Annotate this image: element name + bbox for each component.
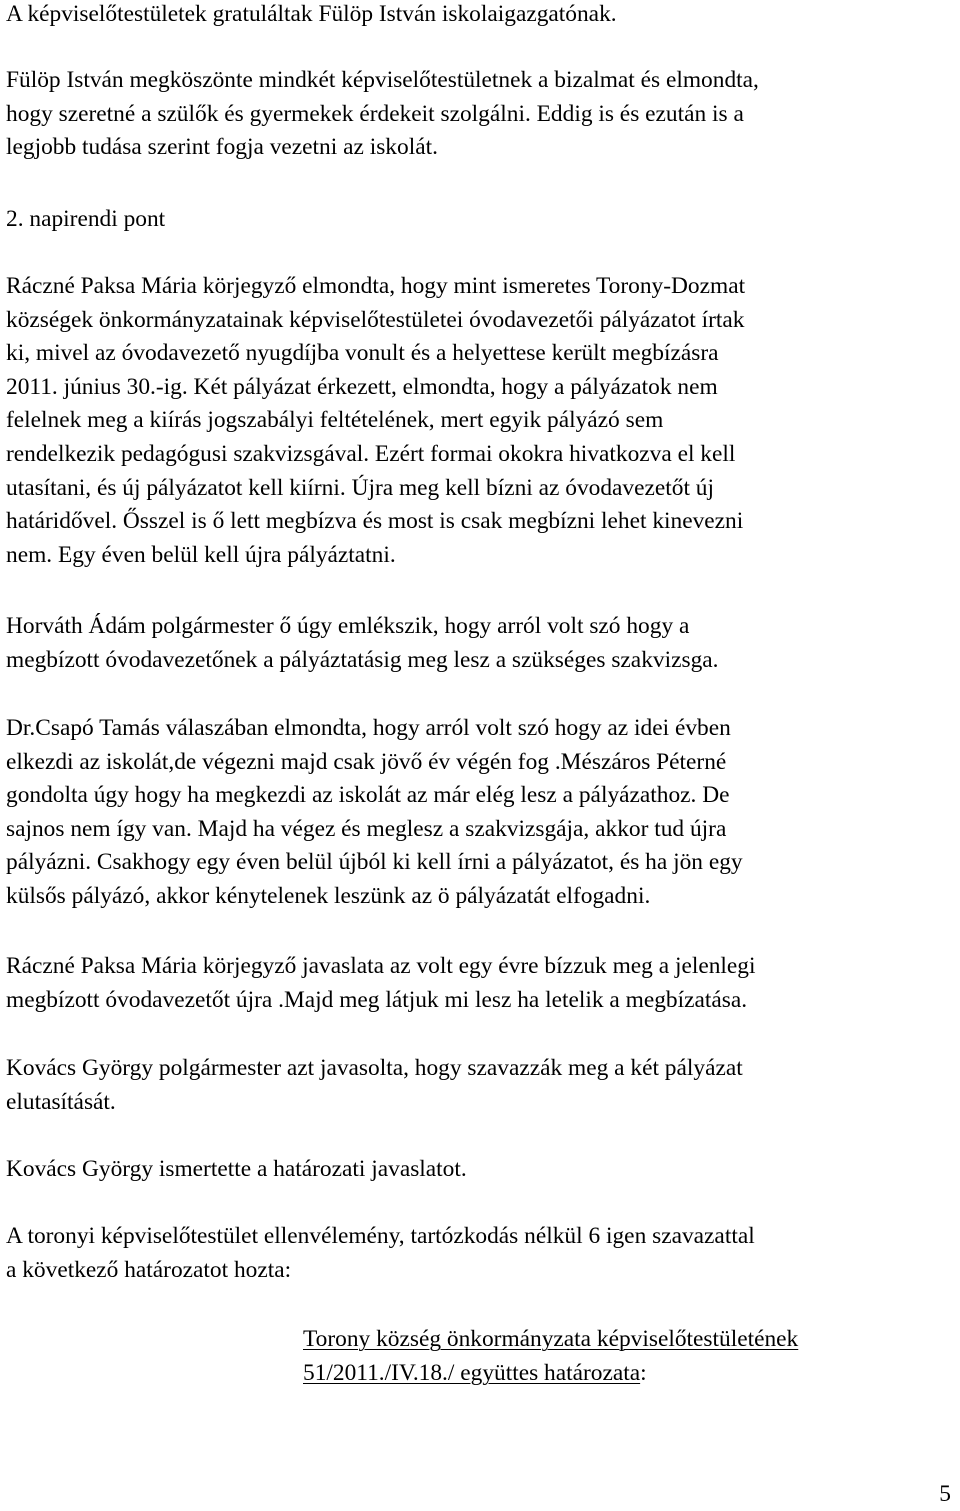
para-horvath: [6, 610, 952, 677]
agenda-heading: [6, 203, 952, 237]
para-notary-proposal: [6, 950, 952, 1017]
text-line: megbízott óvodavezetőnek a pályáztatásig meg lesz a szükséges szakvizsga.: [6, 646, 719, 673]
text-line: Ráczné Paksa Mária körjegyző elmondta, hogy mint ismeretes Torony-Dozmat: [6, 273, 746, 299]
text-line: ki, mivel az óvodavezető nyugdíjba vonult és a helyettese került megbízásra: [6, 340, 719, 367]
text-line: gondolta úgy hogy ha megkezdi az iskolát az már elég lesz a pályázathoz. De: [6, 782, 730, 809]
text-line: Dr.Csapó Tamás válaszában elmondta, hogy arról volt szó hogy az idei évben: [6, 715, 731, 741]
text-line: utasítani, és új pályázatot kell kiírni. Újra meg kell bízni az óvodavezetőt új: [6, 474, 714, 501]
text-line: nem. Egy éven belül kell újra pályáztatni.: [6, 541, 396, 568]
para-notary-report: [6, 270, 952, 572]
text-line: Ráczné Paksa Mária körjegyző javaslata az volt egy évre bízzuk meg a jelenlegi: [6, 953, 756, 979]
para-vote: [6, 1220, 952, 1287]
heading-text: 2. napirendi pont: [6, 206, 166, 232]
para-kovacs-proposal: [6, 1052, 952, 1119]
text-line: legjobb tudása szerint fogja vezetni az iskolát.: [6, 134, 438, 161]
text-line: megbízott óvodavezetőt újra .Majd meg látjuk mi lesz ha letelik a megbízatása.: [6, 986, 748, 1013]
text-line: Fülöp István megköszönte mindkét képviselőtestületnek a bizalmat és elmondta,: [6, 67, 759, 93]
para-fulop-thanks: [6, 64, 952, 165]
para-kovacs-draft: [6, 1153, 952, 1187]
text-line: Horváth Ádám polgármester ő úgy emlékszik, hogy arról volt szó hogy a: [6, 613, 690, 639]
text-line: elutasítását.: [6, 1088, 116, 1115]
text-line: Kovács György ismertette a határozati javaslatot.: [6, 1156, 467, 1182]
text-line: rendelkezik pedagógusi szakvizsgával. Ezért formai okokra hivatkozva el kell: [6, 440, 736, 467]
text-line: elkezdi az iskolát,de végezni majd csak jövő év végén fog .Mészáros Péterné: [6, 748, 727, 775]
text-line: pályázni. Csakhogy egy éven belül újból ki kell írni a pályázatot, és ha jön egy: [6, 849, 743, 876]
text-line: A képviselőtestületek gratuláltak Fülöp István iskolaigazgatónak.: [6, 1, 617, 27]
resolution-title-number: 51/2011./IV.18./ együttes határozata: [303, 1359, 641, 1386]
resolution-title-line1: Torony község önkormányzata képviselőtestületének: [303, 1326, 799, 1352]
page-number: 5: [939, 1481, 951, 1507]
text-line: hogy szeretné a szülők és gyermekek érdekeit szolgálni. Eddig is és ezután is a: [6, 100, 744, 127]
text-line: sajnos nem így van. Majd ha végez és meglesz a szakvizsgája, akkor tud újra: [6, 815, 727, 842]
text-line: a következő határozatot hozta:: [6, 1256, 292, 1283]
resolution-title: [303, 1323, 953, 1390]
text-line: A toronyi képviselőtestület ellenvélemény, tartózkodás nélkül 6 igen szavazattal: [6, 1223, 755, 1249]
text-line: községek önkormányzatainak képviselőtestületei óvodavezetői pályázatot írtak: [6, 306, 745, 333]
text-line: külsős pályázó, akkor kénytelenek leszünk az ö pályázatát elfogadni.: [6, 882, 651, 909]
text-line: határidővel. Ősszel is ő lett megbízva és most is csak megbízni lehet kinevezni: [6, 508, 744, 535]
para-csapo: [6, 712, 952, 914]
text-line: Kovács György polgármester azt javasolta, hogy szavazzák meg a két pályázat: [6, 1055, 743, 1081]
para-congratulation: [6, 0, 952, 32]
text-line: felelnek meg a kiírás jogszabályi feltételének, mert egyik pályázó sem: [6, 407, 664, 434]
text-line: 2011. június 30.-ig. Két pályázat érkezett, elmondta, hogy a pályázatok nem: [6, 373, 718, 400]
resolution-title-colon: :: [640, 1359, 647, 1386]
